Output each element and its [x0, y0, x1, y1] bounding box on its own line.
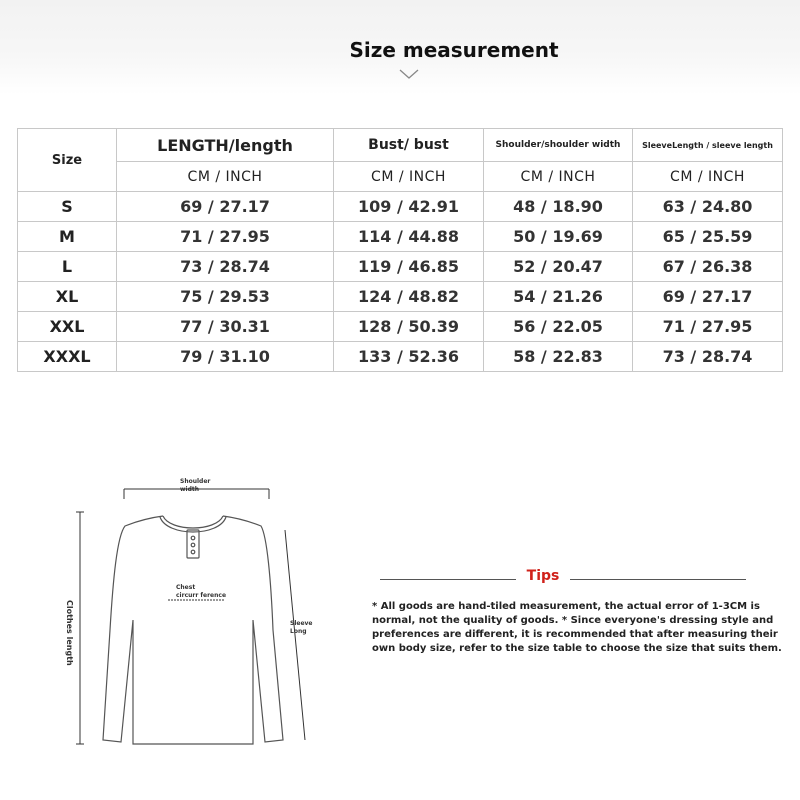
- bust-cell: 128 / 50.39: [334, 312, 484, 342]
- tips-title: Tips: [526, 568, 560, 584]
- shoulder-cell: 56 / 22.05: [484, 312, 633, 342]
- header-size: Size: [18, 129, 117, 192]
- clothes-length-measure-line: [76, 512, 84, 744]
- header-shoulder: Shoulder/shoulder width: [484, 129, 633, 162]
- shoulder-label: Shoulder width: [180, 478, 211, 493]
- tips-divider-left: [380, 579, 516, 580]
- shoulder-cell: 48 / 18.90: [484, 192, 633, 222]
- sleeve-label: Sleeve Long: [290, 620, 313, 635]
- bust-cell: 109 / 42.91: [334, 192, 484, 222]
- header-sleeve: SleeveLength / sleeve length: [633, 129, 783, 162]
- sleeve-cell: 69 / 27.17: [633, 282, 783, 312]
- size-cell: L: [18, 252, 117, 282]
- table-row: [18, 252, 783, 282]
- length-cell: 75 / 29.53: [117, 282, 334, 312]
- unit-bust: CM / INCH: [334, 162, 484, 192]
- length-cell: 79 / 31.10: [117, 342, 334, 372]
- size-cell: XL: [18, 282, 117, 312]
- shoulder-cell: 50 / 19.69: [484, 222, 633, 252]
- bust-cell: 124 / 48.82: [334, 282, 484, 312]
- bust-cell: 114 / 44.88: [334, 222, 484, 252]
- sleeve-cell: 67 / 26.38: [633, 252, 783, 282]
- length-cell: 77 / 30.31: [117, 312, 334, 342]
- page-title: Size measurement: [349, 38, 559, 62]
- shoulder-cell: 52 / 20.47: [484, 252, 633, 282]
- shoulder-cell: 54 / 21.26: [484, 282, 633, 312]
- bust-cell: 119 / 46.85: [334, 252, 484, 282]
- size-table: [17, 128, 783, 372]
- header-bust: Bust/ bust: [334, 129, 484, 162]
- shirt-diagram: [55, 470, 325, 760]
- sleeve-cell: 65 / 25.59: [633, 222, 783, 252]
- length-cell: 71 / 27.95: [117, 222, 334, 252]
- size-cell: XXXL: [18, 342, 117, 372]
- header-length: LENGTH/length: [117, 129, 334, 162]
- tips-text: * All goods are hand-tiled measurement, the actual error of 1-3CM is normal, not the quality of goods. * Since everyone's dressing style and preferences are different, it is recommended that after measuring their own body size, refer to the size table to choose the size that suits them.: [372, 601, 782, 654]
- table-row: [18, 312, 783, 342]
- length-cell: 73 / 28.74: [117, 252, 334, 282]
- table-row: [18, 282, 783, 312]
- length-cell: 69 / 27.17: [117, 192, 334, 222]
- size-cell: S: [18, 192, 117, 222]
- unit-sleeve: CM / INCH: [633, 162, 783, 192]
- unit-shoulder: CM / INCH: [484, 162, 633, 192]
- sleeve-cell: 63 / 24.80: [633, 192, 783, 222]
- table-row: [18, 342, 783, 372]
- sleeve-cell: 71 / 27.95: [633, 312, 783, 342]
- unit-length: CM / INCH: [117, 162, 334, 192]
- tips-divider-right: [570, 579, 746, 580]
- table-row: [18, 222, 783, 252]
- sleeve-cell: 73 / 28.74: [633, 342, 783, 372]
- chest-label: Chest circurr ference: [176, 584, 227, 599]
- table-header-row: [18, 129, 783, 162]
- size-cell: M: [18, 222, 117, 252]
- bust-cell: 133 / 52.36: [334, 342, 484, 372]
- table-units-row: [18, 162, 783, 192]
- shirt-outline: [103, 516, 283, 744]
- shoulder-cell: 58 / 22.83: [484, 342, 633, 372]
- clothes-length-label: Clothes length: [65, 600, 74, 666]
- chevron-down-icon: [398, 68, 420, 80]
- table-row: [18, 192, 783, 222]
- size-cell: XXL: [18, 312, 117, 342]
